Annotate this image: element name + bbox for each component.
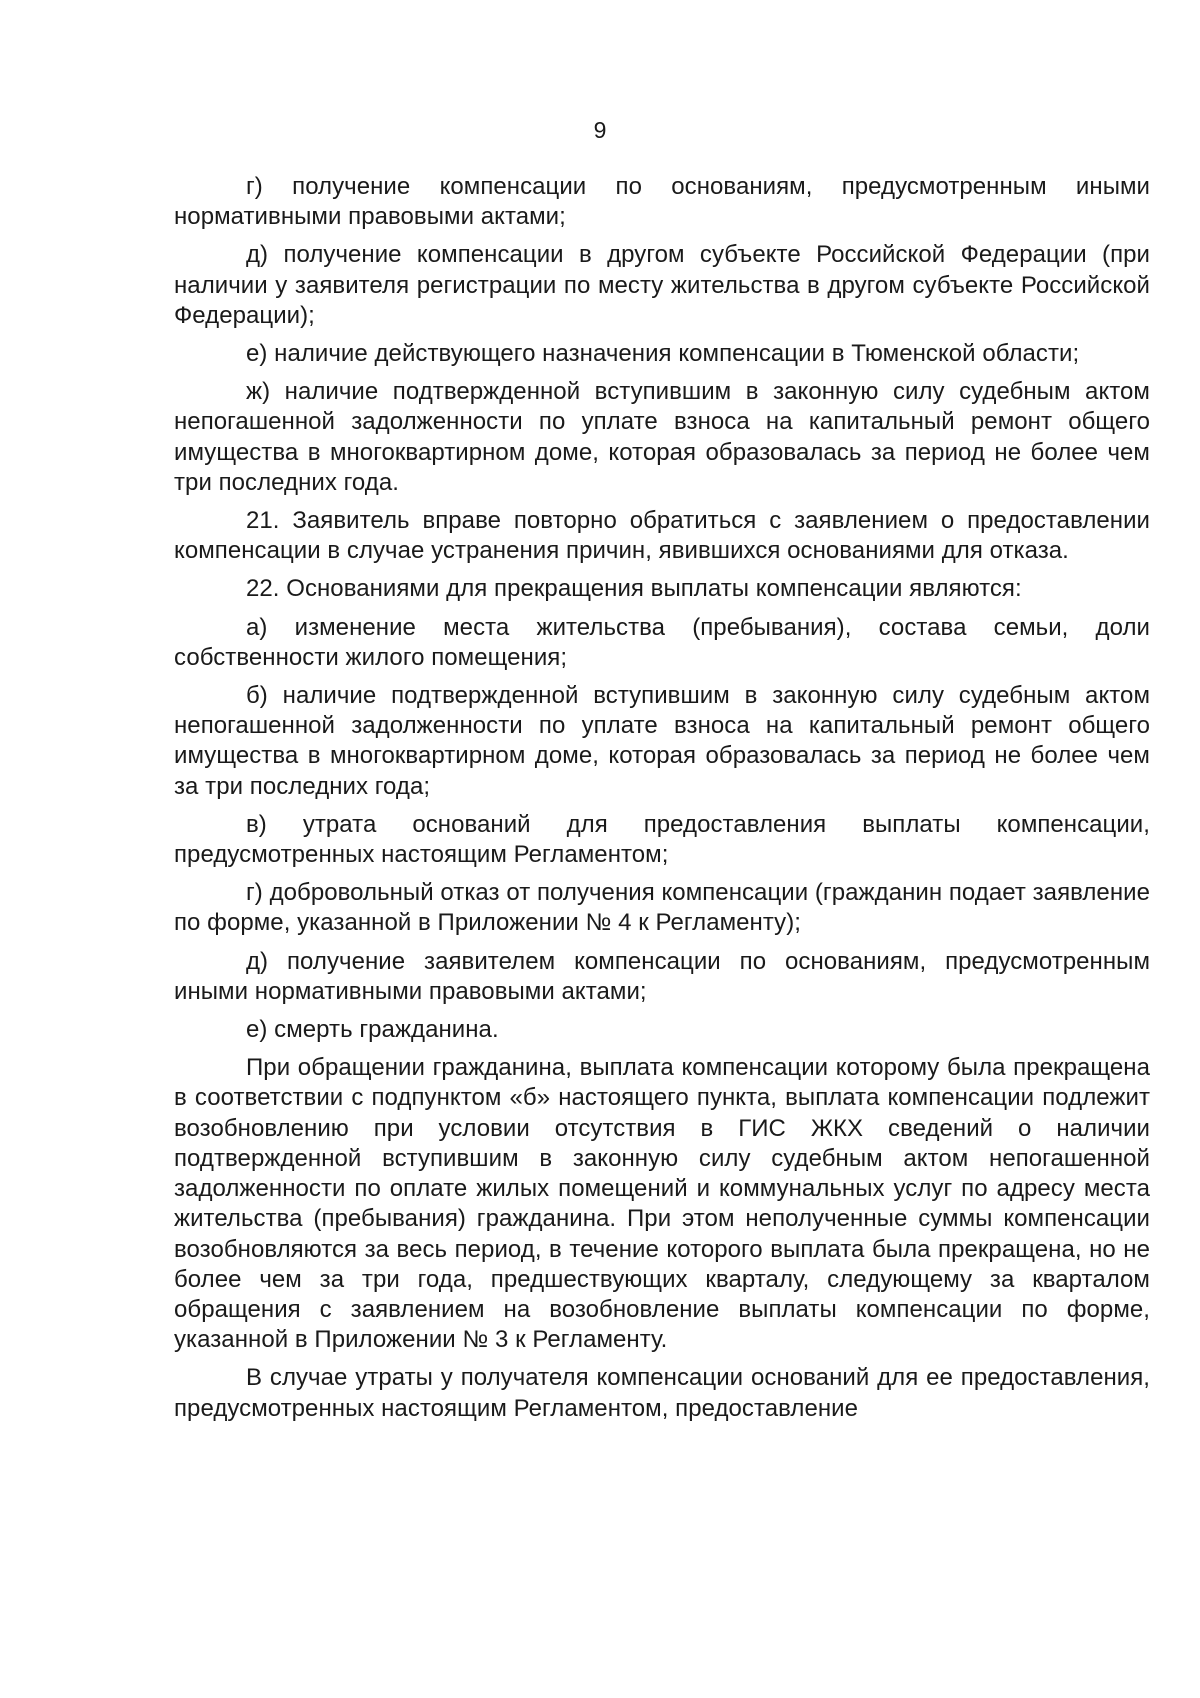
paragraph-a-change-residence: а) изменение места жительства (пребывания), состава семьи, доли собственности жилого помещения; xyxy=(174,613,1150,671)
paragraph-d-other-region: д) получение компенсации в другом субъекте Российской Федерации (при наличии у заявителя регистрации по месту жительства в другом субъекте Российской Федерации); xyxy=(174,241,1150,329)
paragraph-v-loss-of-grounds: в) утрата оснований для предоставления выплаты компенсации, предусмотренных настоящим Регламентом; xyxy=(174,810,1150,869)
paragraph-d-other-acts: д) получение заявителем компенсации по основаниям, предусмотренным иными нормативными правовыми актами; xyxy=(174,947,1150,1005)
paragraph-g-other-acts: г) получение компенсации по основаниям, предусмотренным иными нормативными правовыми актами; xyxy=(174,173,1150,231)
paragraph-g-voluntary-refusal: г) добровольный отказ от получения компенсации (гражданин подает заявление по форме, указанной в Приложении № 4 к Регламенту); xyxy=(174,879,1150,937)
paragraph-e-death: е) смерть гражданина. xyxy=(246,1016,499,1044)
paragraph-zh-debt: ж) наличие подтвержденной вступившим в законную силу судебным актом непогашенной задолженности по уплате взноса на капитальный ремонт общего имущества в многоквартирном доме, которая образовалась за период не более чем три последних года. xyxy=(174,378,1150,496)
paragraph-22-termination-grounds: 22. Основаниями для прекращения выплаты компенсации являются: xyxy=(246,575,1022,603)
paragraph-b-debt: б) наличие подтвержденной вступившим в законную силу судебным актом непогашенной задолженности по уплате взноса на капитальный ремонт общего имущества в многоквартирном доме, которая образовалась за период не более чем за три последних года; xyxy=(174,682,1150,800)
paragraph-resumption: При обращении гражданина, выплата компенсации которому была прекращена в соответствии с подпунктом «б» настоящего пункта, выплата компенсации подлежит возобновлению при условии отсутствия в ГИС ЖКХ сведений о наличии подтвержденной вступившим в законную силу судебным актом непогашенной задолженности по оплате жилых помещений и коммунальных услуг по адресу места жительства (пребывания) гражданина. При этом неполученные суммы компенсации возобновляются за весь период, в течение которого выплата была прекращена, но не более чем за три года, предшествующих кварталу, следующему за кварталом обращения с заявлением на возобновление выплаты компенсации по форме, указанной в Приложении № 3 к Регламенту. xyxy=(174,1054,1150,1354)
page-number: 9 xyxy=(593,117,607,143)
paragraph-e-active-assignment: е) наличие действующего назначения компенсации в Тюменской области; xyxy=(246,340,1080,368)
document-body xyxy=(174,172,1150,1432)
paragraph-21-reapply: 21. Заявитель вправе повторно обратиться с заявлением о предоставлении компенсации в случае устранения причин, явившихся основаниями для отказа. xyxy=(174,507,1150,565)
paragraph-loss-of-grounds-continued: В случае утраты у получателя компенсации оснований для ее предоставления, предусмотренных настоящим Регламентом, предоставление xyxy=(174,1364,1150,1422)
